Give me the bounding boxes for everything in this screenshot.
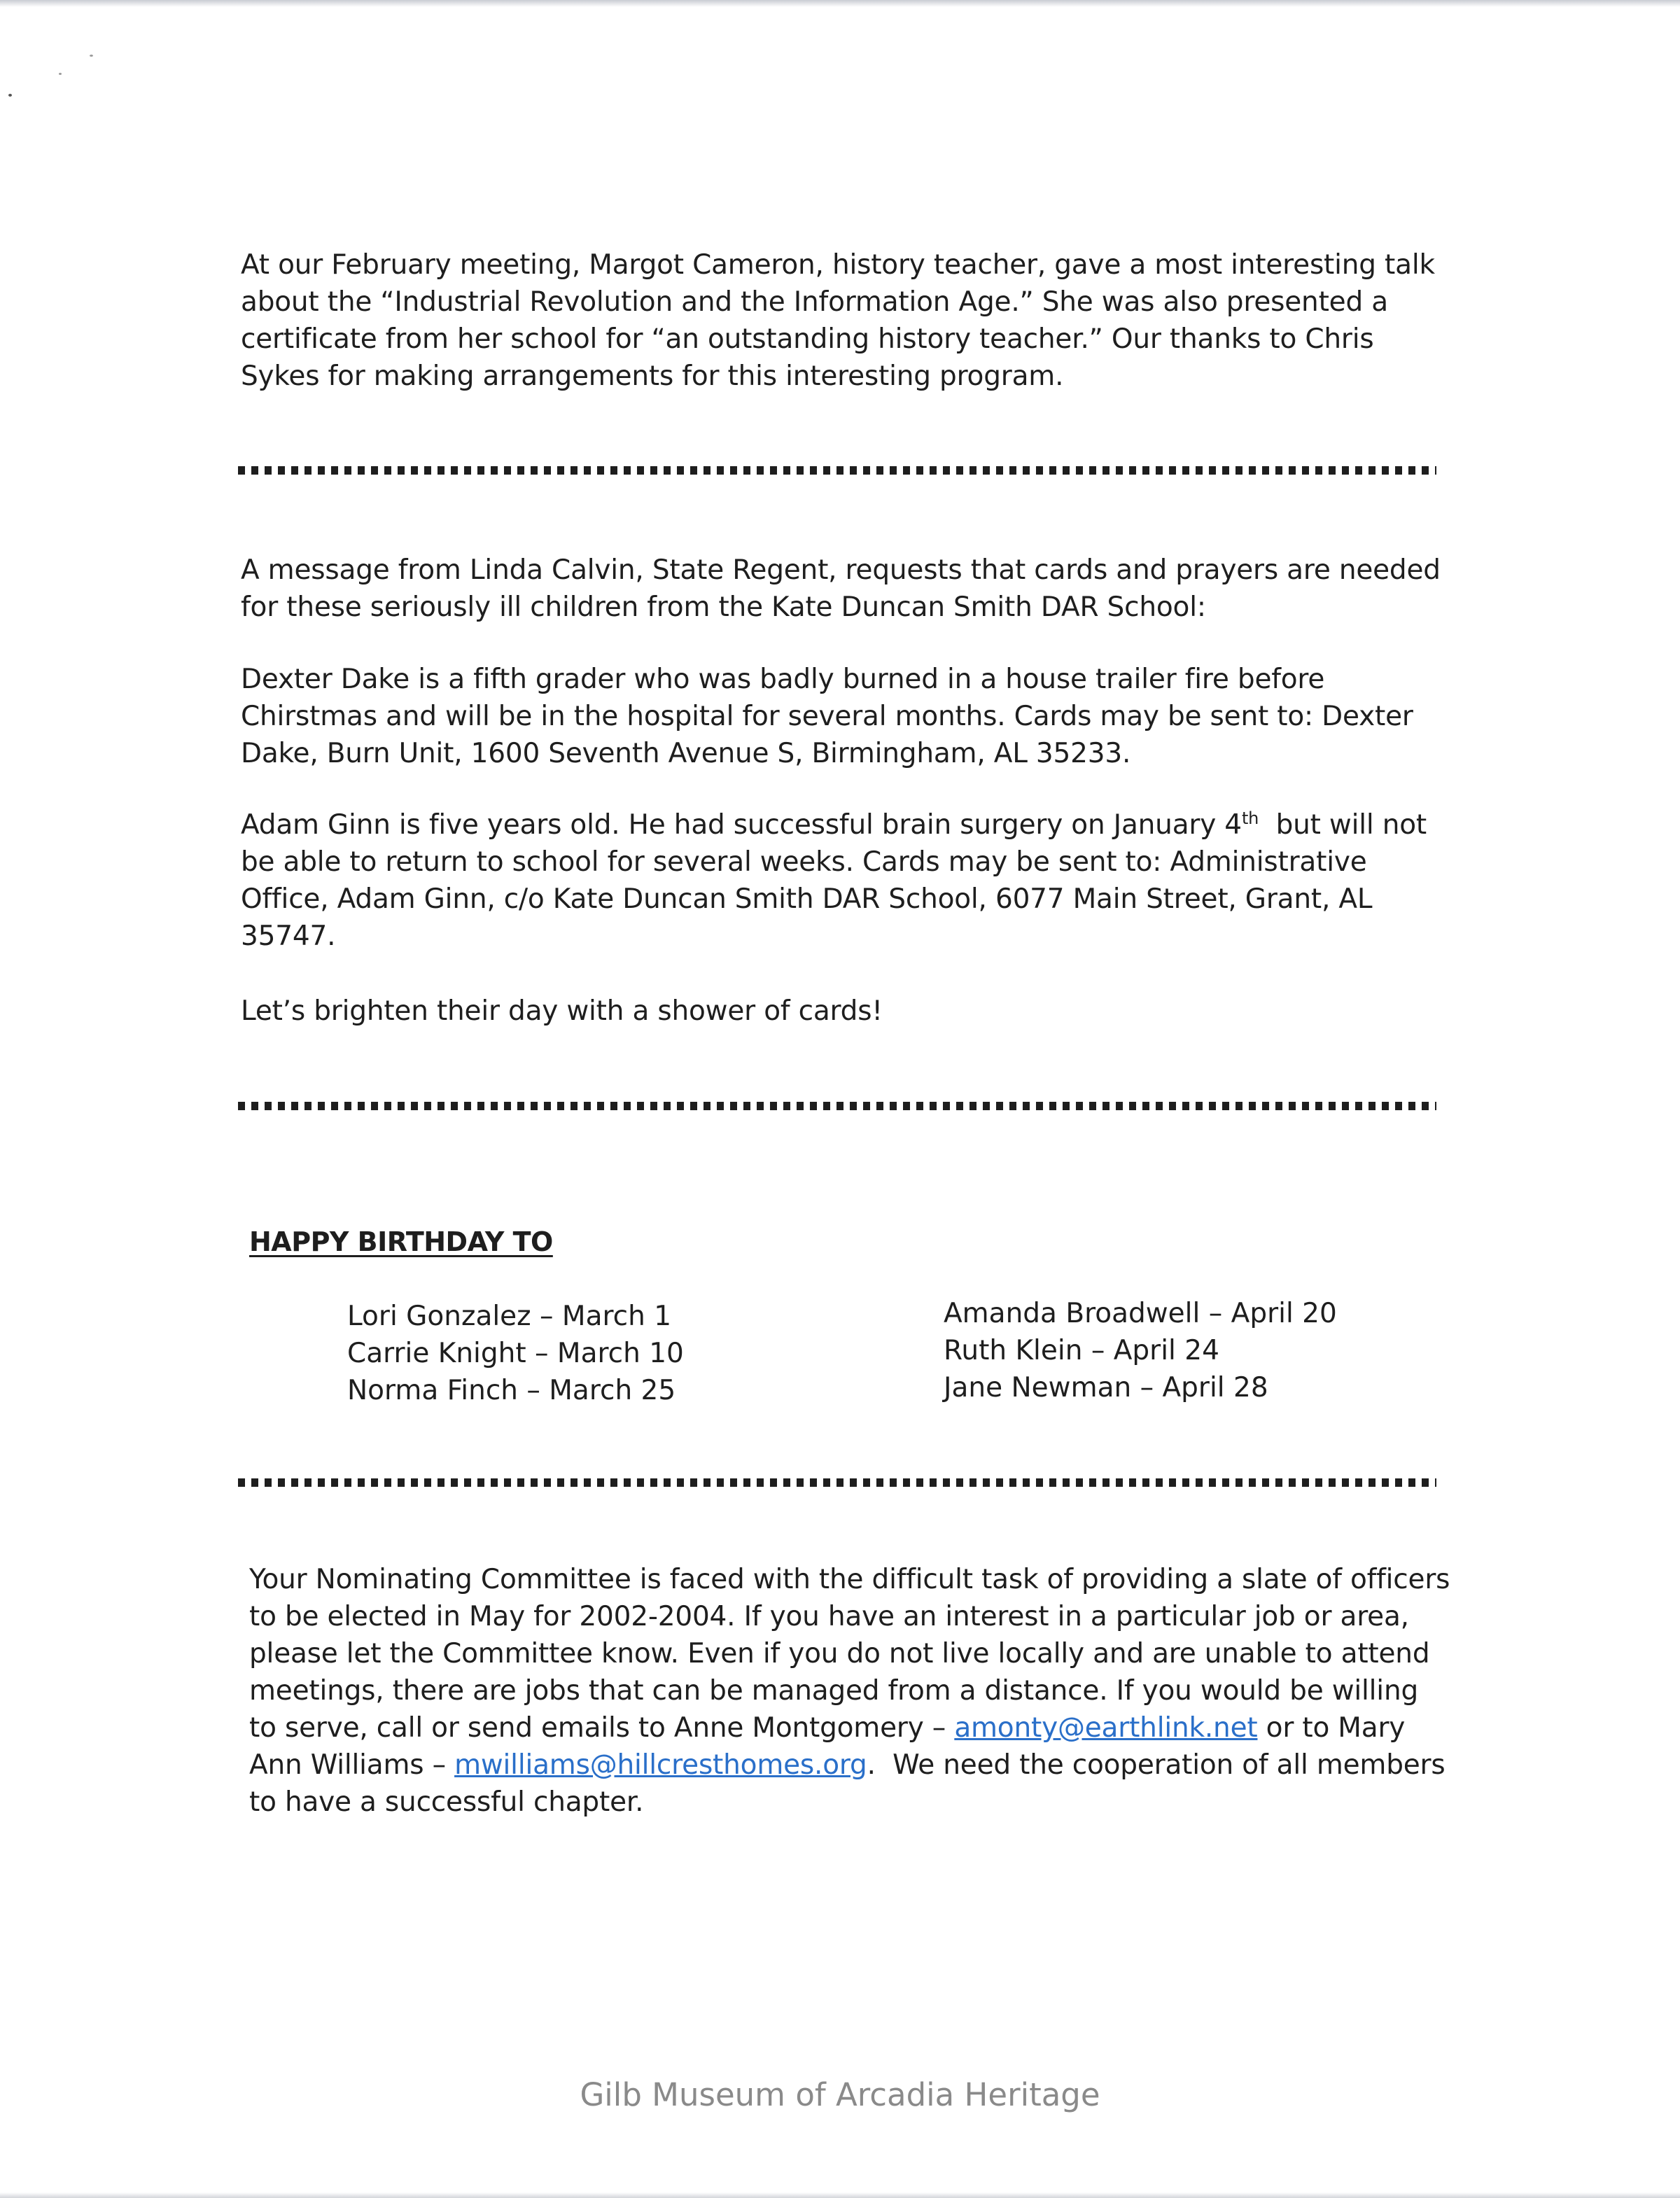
text-line: A message from Linda Calvin, State Regent, requests that cards and prayers are needed bbox=[241, 554, 1441, 586]
birthday-item: Norma Finch – March 25 bbox=[347, 1375, 676, 1406]
text-segment: but will not bbox=[1259, 809, 1427, 841]
text-line: Chirstmas and will be in the hospital for several months. Cards may be sent to: Dexter bbox=[241, 701, 1413, 732]
birthday-item: Ruth Klein – April 24 bbox=[944, 1335, 1219, 1366]
scan-top-edge bbox=[0, 0, 1680, 7]
text-line: to be elected in May for 2002-2004. If you have an interest in a particular job or area, bbox=[249, 1601, 1409, 1632]
email-link-anne-montgomery[interactable]: amonty@earthlink.net bbox=[954, 1712, 1258, 1744]
text-line: meetings, there are jobs that can be managed from a distance. If you would be willing bbox=[249, 1675, 1419, 1707]
text-line: please let the Committee know. Even if you do not live locally and are unable to attend bbox=[249, 1638, 1430, 1670]
text-line: 35747. bbox=[241, 920, 336, 952]
text-line: Office, Adam Ginn, c/o Kate Duncan Smith DAR School, 6077 Main Street, Grant, AL bbox=[241, 883, 1373, 915]
text-line: be able to return to school for several weeks. Cards may be sent to: Administrative bbox=[241, 846, 1367, 878]
dotted-divider bbox=[238, 466, 1436, 475]
birthday-list-right bbox=[944, 1295, 1337, 1406]
text-line bbox=[241, 806, 1452, 844]
text-line: Let’s brighten their day with a shower of cards! bbox=[241, 995, 883, 1027]
text-line bbox=[249, 1709, 1460, 1746]
text-line: for these seriously ill children from the Kate Duncan Smith DAR School: bbox=[241, 592, 1206, 623]
nominating-committee-paragraph bbox=[249, 1561, 1460, 1821]
ordinal-suffix: th bbox=[1241, 808, 1259, 828]
email-link-mary-ann-williams[interactable]: mwilliams@hillcresthomes.org bbox=[454, 1749, 867, 1781]
text-line: Dexter Dake is a fifth grader who was badly burned in a house trailer fire before bbox=[241, 664, 1325, 695]
text-line: to have a successful chapter. bbox=[249, 1786, 644, 1818]
birthday-list-left bbox=[347, 1298, 684, 1409]
museum-footer: Gilb Museum of Arcadia Heritage bbox=[580, 2076, 1100, 2113]
adam-ginn-paragraph bbox=[241, 806, 1452, 955]
scan-speck bbox=[90, 55, 93, 57]
birthday-item: Jane Newman – April 28 bbox=[944, 1372, 1268, 1404]
birthday-item: Amanda Broadwell – April 20 bbox=[944, 1298, 1337, 1329]
scan-bottom-edge bbox=[0, 2192, 1680, 2198]
text-segment: Adam Ginn is five years old. He had successful brain surgery on January 4 bbox=[241, 809, 1242, 841]
text-segment: . We need the cooperation of all members bbox=[867, 1749, 1446, 1781]
scan-speck bbox=[59, 73, 62, 75]
text-segment: to serve, call or send emails to Anne Montgomery – bbox=[249, 1712, 955, 1744]
dexter-dake-paragraph bbox=[241, 661, 1452, 772]
text-line bbox=[249, 1746, 1460, 1784]
text-line: Dake, Burn Unit, 1600 Seventh Avenue S, Birmingham, AL 35233. bbox=[241, 738, 1131, 769]
text-segment: Ann Williams – bbox=[249, 1749, 455, 1781]
text-line: Your Nominating Committee is faced with the difficult task of providing a slate of officers bbox=[249, 1564, 1450, 1595]
dotted-divider bbox=[238, 1478, 1436, 1487]
birthday-item: Lori Gonzalez – March 1 bbox=[347, 1301, 672, 1332]
february-meeting-paragraph bbox=[241, 246, 1452, 395]
birthday-heading: HAPPY BIRTHDAY TO bbox=[249, 1226, 553, 1257]
text-line: certificate from her school for “an outstanding history teacher.” Our thanks to Chris bbox=[241, 323, 1374, 355]
scan-speck bbox=[8, 94, 12, 97]
dotted-divider bbox=[238, 1102, 1436, 1110]
text-line: Sykes for making arrangements for this interesting program. bbox=[241, 360, 1064, 392]
birthday-item: Carrie Knight – March 10 bbox=[347, 1338, 684, 1369]
text-line: about the “Industrial Revolution and the Information Age.” She was also presented a bbox=[241, 286, 1388, 318]
state-regent-message-paragraph bbox=[241, 552, 1452, 626]
brighten-day-paragraph bbox=[241, 993, 1452, 1030]
text-line: At our February meeting, Margot Cameron, history teacher, gave a most interesting talk bbox=[241, 249, 1435, 281]
text-segment: or to Mary bbox=[1257, 1712, 1406, 1744]
